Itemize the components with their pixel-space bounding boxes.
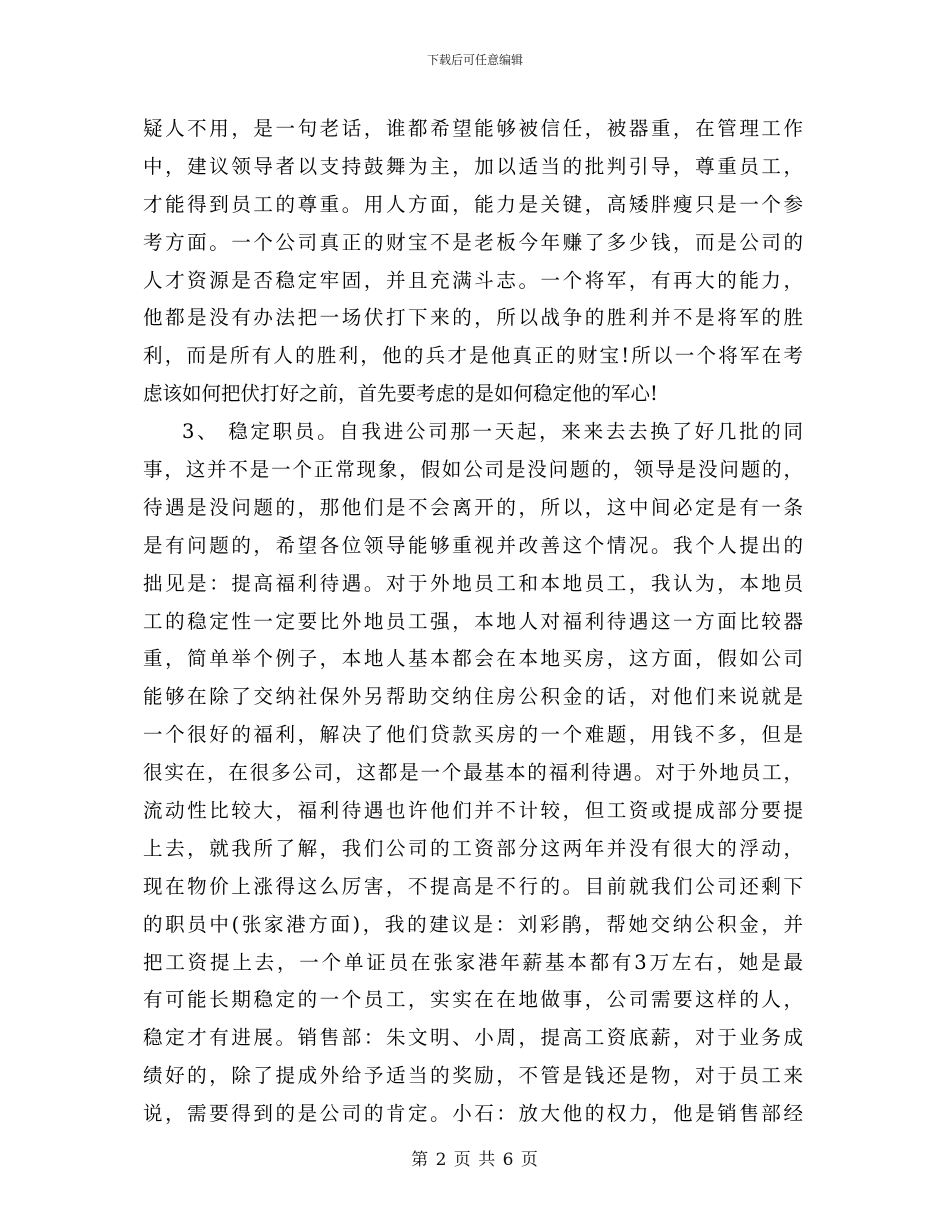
text-line: 把工资提上去，一个单证员在张家港年薪基本都有3万左右，她是最 (143, 950, 803, 974)
text-line: 事，这并不是一个正常现象，假如公司是没问题的，领导是没问题的， (143, 458, 803, 482)
text-line: 上去，就我所了解，我们公司的工资部分这两年并没有很大的浮动， (143, 836, 803, 860)
text-line: 绩好的，除了提成外给予适当的奖励，不管是钱还是物，对于员工来 (143, 1064, 803, 1088)
page-number-footer: 第 2 页 共 6 页 (411, 1150, 539, 1170)
text-line: 的职员中(张家港方面)，我的建议是：刘彩鹃，帮她交纳公积金，并 (143, 912, 803, 936)
text-line: 稳定才有进展。销售部：朱文明、小周，提高工资底薪，对于业务成 (143, 1026, 803, 1050)
text-line: 一个很好的福利，解决了他们贷款买房的一个难题，用钱不多，但是 (143, 723, 803, 747)
text-line: 人才资源是否稳定牢固，并且充满斗志。一个将军，有再大的能力， (143, 268, 803, 292)
text-line: 待遇是没问题的，那他们是不会离开的，所以，这中间必定是有一条 (143, 495, 803, 519)
text-line: 才能得到员工的尊重。用人方面，能力是关键，高矮胖瘦只是一个参 (143, 192, 803, 216)
paragraph-start-line: 3、 稳定职员。自我进公司那一天起，来来去去换了好几批的同 (182, 420, 803, 444)
page-header: 下载后可任意编辑 (426, 53, 523, 67)
text-line: 很实在，在很多公司，这都是一个最基本的福利待遇。对于外地员工， (143, 761, 803, 785)
text-line: 利，而是所有人的胜利，他的兵才是他真正的财宝!所以一个将军在考 (143, 344, 803, 368)
text-line: 拙见是：提高福利待遇。对于外地员工和本地员工，我认为，本地员 (143, 571, 803, 595)
text-line: 说，需要得到的是公司的肯定。小石：放大他的权力，他是销售部经 (143, 1102, 803, 1126)
text-line: 虑该如何把伏打好之前，首先要考虑的是如何稳定他的军心! (143, 382, 658, 406)
text-line: 他都是没有办法把一场伏打下来的，所以战争的胜利并不是将军的胜 (143, 306, 803, 330)
text-line: 流动性比较大，福利待遇也许他们并不计较，但工资或提成部分要提 (143, 799, 803, 823)
text-line: 是有问题的，希望各位领导能够重视并改善这个情况。我个人提出的 (143, 533, 803, 557)
text-line: 能够在除了交纳社保外另帮助交纳住房公积金的话，对他们来说就是 (143, 685, 803, 709)
text-line: 中，建议领导者以支持鼓舞为主，加以适当的批判引导，尊重员工， (143, 154, 803, 178)
text-line: 重，简单举个例子，本地人基本都会在本地买房，这方面，假如公司 (143, 647, 803, 671)
text-line: 现在物价上涨得这么厉害，不提高是不行的。目前就我们公司还剩下 (143, 874, 803, 898)
text-line: 考方面。一个公司真正的财宝不是老板今年赚了多少钱，而是公司的 (143, 230, 803, 254)
body-text (143, 110, 803, 1133)
text-line: 有可能长期稳定的一个员工，实实在在地做事，公司需要这样的人， (143, 988, 803, 1012)
text-line: 疑人不用，是一句老话，谁都希望能够被信任，被器重，在管理工作 (143, 117, 803, 140)
text-line: 工的稳定性一定要比外地员工强，本地人对福利待遇这一方面比较器 (143, 609, 803, 633)
